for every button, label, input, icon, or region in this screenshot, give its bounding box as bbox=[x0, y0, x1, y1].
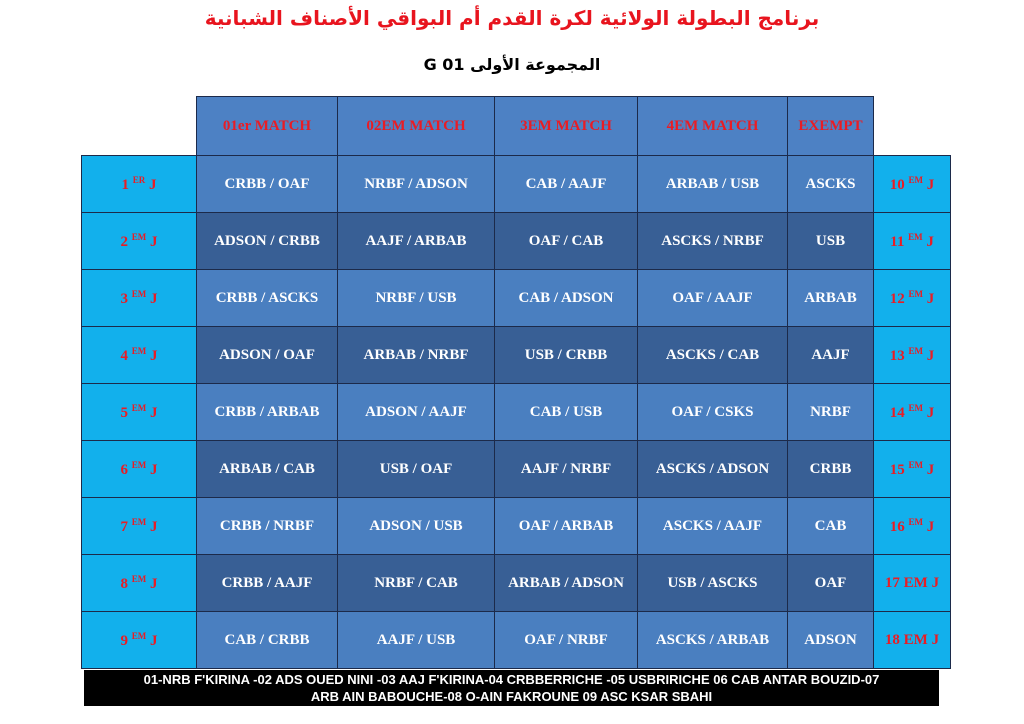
first-leg-day-ordinal: EM bbox=[131, 516, 147, 527]
first-leg-day-suffix: J bbox=[150, 461, 158, 478]
first-leg-day-ordinal: EM bbox=[131, 231, 147, 242]
match-cell: CRBB / ASCKS bbox=[197, 270, 338, 327]
exempt-cell: CAB bbox=[788, 498, 874, 555]
exempt-cell: ARBAB bbox=[788, 270, 874, 327]
match-cell: CAB / AAJF bbox=[495, 156, 638, 213]
second-leg-day-number: 16 bbox=[889, 518, 905, 535]
second-leg-day-ordinal: EM bbox=[908, 459, 923, 470]
first-leg-day-ordinal: EM bbox=[131, 288, 147, 299]
match-cell: USB / CRBB bbox=[495, 327, 638, 384]
second-leg-day-cell bbox=[874, 327, 951, 384]
first-leg-day-suffix: J bbox=[150, 575, 158, 592]
table-row bbox=[82, 156, 951, 213]
corner-blank-left bbox=[82, 97, 197, 156]
second-leg-day-cell bbox=[874, 156, 951, 213]
first-leg-day-number: 2 bbox=[120, 233, 128, 250]
first-leg-day-number: 6 bbox=[120, 461, 128, 478]
header-match-4: 4EM MATCH bbox=[638, 97, 788, 156]
table-row bbox=[82, 327, 951, 384]
first-leg-day-cell bbox=[82, 213, 197, 270]
match-cell: ASCKS / NRBF bbox=[638, 213, 788, 270]
first-leg-day-ordinal: EM bbox=[131, 573, 147, 584]
second-leg-day-cell bbox=[874, 270, 951, 327]
first-leg-day-suffix: J bbox=[150, 632, 158, 649]
match-cell: NRBF / ADSON bbox=[338, 156, 495, 213]
page-title: برنامج البطولة الولائية لكرة القدم أم البواقي الأصناف الشبانية bbox=[204, 6, 820, 30]
second-leg-day-number: 18 EM J bbox=[884, 631, 940, 648]
match-cell: ARBAB / ADSON bbox=[495, 555, 638, 612]
second-leg-day-suffix: J bbox=[926, 518, 935, 535]
first-leg-day-cell bbox=[82, 441, 197, 498]
first-leg-day-ordinal: EM bbox=[131, 459, 147, 470]
match-cell: OAF / CAB bbox=[495, 213, 638, 270]
second-leg-day-cell bbox=[874, 555, 951, 612]
match-cell: CRBB / AAJF bbox=[197, 555, 338, 612]
match-cell: CAB / USB bbox=[495, 384, 638, 441]
second-leg-day-ordinal: EM bbox=[908, 345, 923, 356]
table-row bbox=[82, 384, 951, 441]
first-leg-day-number: 7 bbox=[120, 518, 128, 535]
table-row bbox=[82, 441, 951, 498]
header-match-1: 01er MATCH bbox=[197, 97, 338, 156]
match-cell: CAB / ADSON bbox=[495, 270, 638, 327]
exempt-cell: CRBB bbox=[788, 441, 874, 498]
second-leg-day-suffix: J bbox=[926, 461, 935, 478]
match-cell: NRBF / USB bbox=[338, 270, 495, 327]
schedule-table bbox=[81, 96, 951, 669]
match-cell: AAJF / ARBAB bbox=[338, 213, 495, 270]
second-leg-day-number: 17 EM J bbox=[884, 574, 940, 591]
match-cell: ASCKS / ARBAB bbox=[638, 612, 788, 669]
corner-blank-right bbox=[874, 97, 951, 156]
first-leg-day-suffix: J bbox=[150, 233, 158, 250]
first-leg-day-number: 3 bbox=[120, 290, 128, 307]
second-leg-day-ordinal: EM bbox=[908, 516, 923, 527]
header-row bbox=[82, 97, 951, 156]
match-cell: ADSON / OAF bbox=[197, 327, 338, 384]
second-leg-day-ordinal: EM bbox=[908, 231, 923, 242]
second-leg-day-suffix: J bbox=[926, 176, 935, 193]
second-leg-day-suffix: J bbox=[926, 290, 935, 307]
first-leg-day-cell bbox=[82, 555, 197, 612]
match-cell: ADSON / CRBB bbox=[197, 213, 338, 270]
exempt-cell: NRBF bbox=[788, 384, 874, 441]
first-leg-day-cell bbox=[82, 270, 197, 327]
first-leg-day-ordinal: EM bbox=[131, 345, 147, 356]
second-leg-day-cell bbox=[874, 612, 951, 669]
header-match-2: 02EM MATCH bbox=[338, 97, 495, 156]
match-cell: ASCKS / CAB bbox=[638, 327, 788, 384]
match-cell: ARBAB / NRBF bbox=[338, 327, 495, 384]
table-row bbox=[82, 213, 951, 270]
match-cell: ASCKS / ADSON bbox=[638, 441, 788, 498]
match-cell: USB / ASCKS bbox=[638, 555, 788, 612]
second-leg-day-ordinal: EM bbox=[908, 288, 923, 299]
first-leg-day-ordinal: ER bbox=[132, 174, 146, 185]
first-leg-day-number: 8 bbox=[120, 575, 128, 592]
exempt-cell: ADSON bbox=[788, 612, 874, 669]
match-cell: ARBAB / USB bbox=[638, 156, 788, 213]
first-leg-day-ordinal: EM bbox=[131, 402, 147, 413]
exempt-cell: ASCKS bbox=[788, 156, 874, 213]
first-leg-day-cell bbox=[82, 156, 197, 213]
second-leg-day-number: 12 bbox=[889, 290, 905, 307]
first-leg-day-number: 5 bbox=[120, 404, 128, 421]
group-subtitle: المجموعة الأولى G 01 bbox=[423, 55, 601, 74]
exempt-cell: AAJF bbox=[788, 327, 874, 384]
match-cell: NRBF / CAB bbox=[338, 555, 495, 612]
second-leg-day-cell bbox=[874, 498, 951, 555]
match-cell: ASCKS / AAJF bbox=[638, 498, 788, 555]
exempt-cell: OAF bbox=[788, 555, 874, 612]
table-row bbox=[82, 612, 951, 669]
team-legend-line-1: 01-NRB F'KIRINA -02 ADS OUED NINI -03 AAJ F'KIRINA-04 CRBBERRICHE -05 USBRIRICHE 06 CAB ANTAR BOUZID-07 bbox=[143, 672, 880, 687]
match-cell: OAF / ARBAB bbox=[495, 498, 638, 555]
first-leg-day-suffix: J bbox=[150, 347, 158, 364]
first-leg-day-ordinal: EM bbox=[131, 630, 147, 641]
exempt-cell: USB bbox=[788, 213, 874, 270]
match-cell: ADSON / USB bbox=[338, 498, 495, 555]
first-leg-day-cell bbox=[82, 384, 197, 441]
match-cell: OAF / CSKS bbox=[638, 384, 788, 441]
first-leg-day-cell bbox=[82, 327, 197, 384]
first-leg-day-number: 1 bbox=[121, 176, 129, 193]
first-leg-day-suffix: J bbox=[150, 404, 158, 421]
first-leg-day-suffix: J bbox=[149, 176, 157, 193]
match-cell: CAB / CRBB bbox=[197, 612, 338, 669]
second-leg-day-suffix: J bbox=[926, 347, 935, 364]
second-leg-day-cell bbox=[874, 213, 951, 270]
match-cell: ARBAB / CAB bbox=[197, 441, 338, 498]
match-cell: CRBB / OAF bbox=[197, 156, 338, 213]
first-leg-day-number: 9 bbox=[120, 632, 128, 649]
match-cell: AAJF / NRBF bbox=[495, 441, 638, 498]
second-leg-day-cell bbox=[874, 441, 951, 498]
match-cell: CRBB / NRBF bbox=[197, 498, 338, 555]
header-match-3: 3EM MATCH bbox=[495, 97, 638, 156]
second-leg-day-number: 14 bbox=[889, 404, 905, 421]
table-row bbox=[82, 555, 951, 612]
second-leg-day-ordinal: EM bbox=[908, 174, 923, 185]
match-cell: OAF / AAJF bbox=[638, 270, 788, 327]
second-leg-day-cell bbox=[874, 384, 951, 441]
second-leg-day-number: 11 bbox=[890, 233, 905, 250]
team-legend-footer bbox=[84, 670, 939, 706]
header-exempt: EXEMPT bbox=[788, 97, 874, 156]
second-leg-day-number: 15 bbox=[889, 461, 905, 478]
first-leg-day-cell bbox=[82, 498, 197, 555]
team-legend-line-2: ARB AIN BABOUCHE-08 O-AIN FAKROUNE 09 ASC KSAR SBAHI bbox=[310, 689, 713, 704]
table-row bbox=[82, 270, 951, 327]
second-leg-day-number: 13 bbox=[889, 347, 905, 364]
match-cell: OAF / NRBF bbox=[495, 612, 638, 669]
match-cell: ADSON / AAJF bbox=[338, 384, 495, 441]
match-cell: AAJF / USB bbox=[338, 612, 495, 669]
first-leg-day-suffix: J bbox=[150, 518, 158, 535]
second-leg-day-suffix: J bbox=[926, 404, 935, 421]
match-cell: USB / OAF bbox=[338, 441, 495, 498]
second-leg-day-ordinal: EM bbox=[908, 402, 923, 413]
first-leg-day-suffix: J bbox=[150, 290, 158, 307]
first-leg-day-cell bbox=[82, 612, 197, 669]
table-row bbox=[82, 498, 951, 555]
second-leg-day-suffix: J bbox=[926, 233, 934, 250]
first-leg-day-number: 4 bbox=[120, 347, 128, 364]
second-leg-day-number: 10 bbox=[889, 176, 905, 193]
match-cell: CRBB / ARBAB bbox=[197, 384, 338, 441]
